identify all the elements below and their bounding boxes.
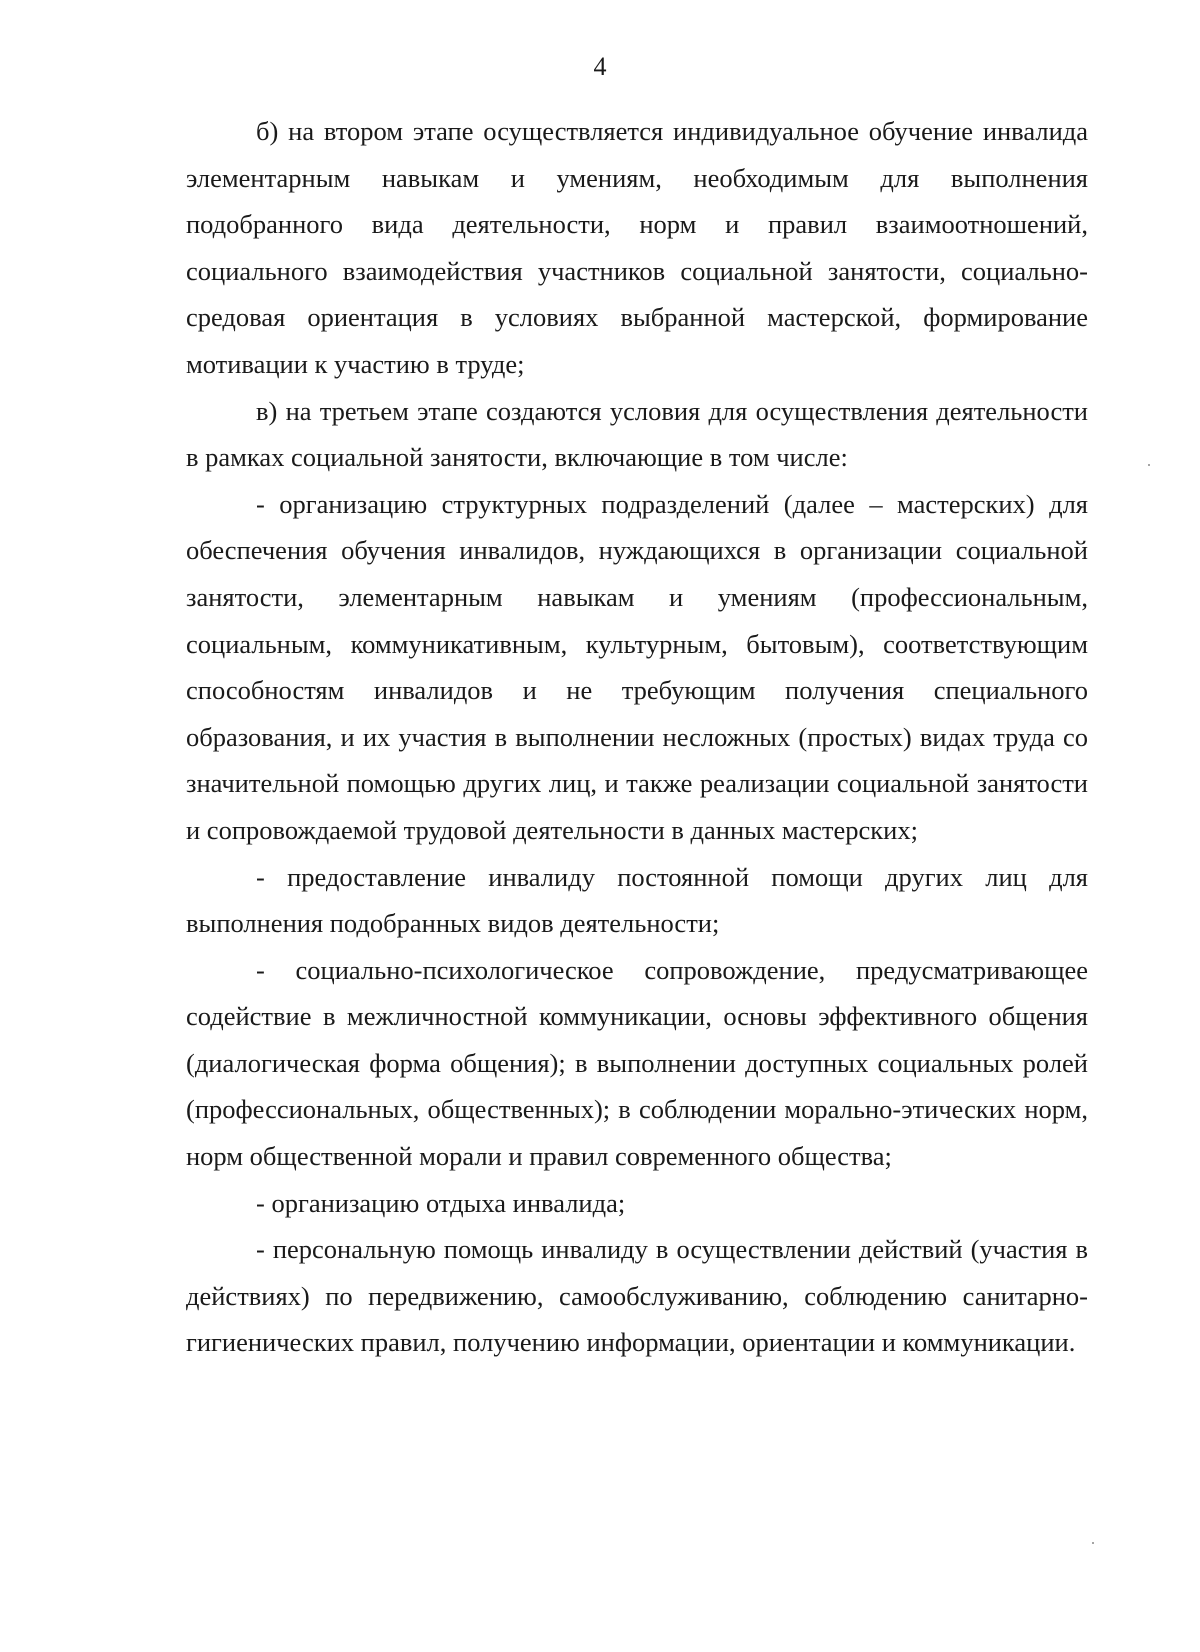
paragraph-psychological-support: - социально-психологическое сопровождение, предусматривающее содействие в межличностной коммуникации, основы эффективного общения (диалогическая форма общения); в выполнении доступных социальных ролей (профессиональных, общественных); в соблюдении морально-этических норм, норм общественной морали и правил современного общества;	[186, 954, 1088, 1172]
paragraph-constant-help: - предоставление инвалиду постоянной помощи других лиц для выполнения подобранных видов деятельности;	[186, 861, 1088, 939]
page-number: 4	[593, 52, 607, 81]
document-body	[186, 108, 1088, 1366]
scan-speck	[1092, 1542, 1094, 1544]
paragraph-stage-two: б) на втором этапе осуществляется индивидуальное обучение инвалида элементарным навыкам и умениям, необходимым для выполнения подобранного вида деятельности, норм и правил взаимоотношений, социального взаимодействия участников социальной занятости, социально-средовая ориентация в условиях выбранной мастерской, формирование мотивации к участию в труде;	[186, 116, 1088, 379]
paragraph-stage-three: в) на третьем этапе создаются условия для осуществления деятельности в рамках социальной занятости, включающие в том числе:	[186, 395, 1088, 473]
scan-speck	[1148, 464, 1150, 466]
paragraph-workshops: - организацию структурных подразделений (далее – мастерских) для обеспечения обучения инвалидов, нуждающихся в организации социальной занятости, элементарным навыкам и умениям (профессиональным, социальным, коммуникативным, культурным, бытовым), соответствующим способностям инвалидов и не требующим получения специального образования, и их участия в выполнении несложных (простых) видах труда со значительной помощью других лиц, и также реализации социальной занятости и сопровождаемой трудовой деятельности в данных мастерских;	[186, 488, 1088, 845]
paragraph-personal-assistance: - персональную помощь инвалиду в осуществлении действий (участия в действиях) по передвижению, самообслуживанию, соблюдению санитарно-гигиенических правил, получению информации, ориентации и коммуникации.	[186, 1234, 1088, 1358]
paragraph-leisure: - организацию отдыха инвалида;	[256, 1187, 626, 1218]
